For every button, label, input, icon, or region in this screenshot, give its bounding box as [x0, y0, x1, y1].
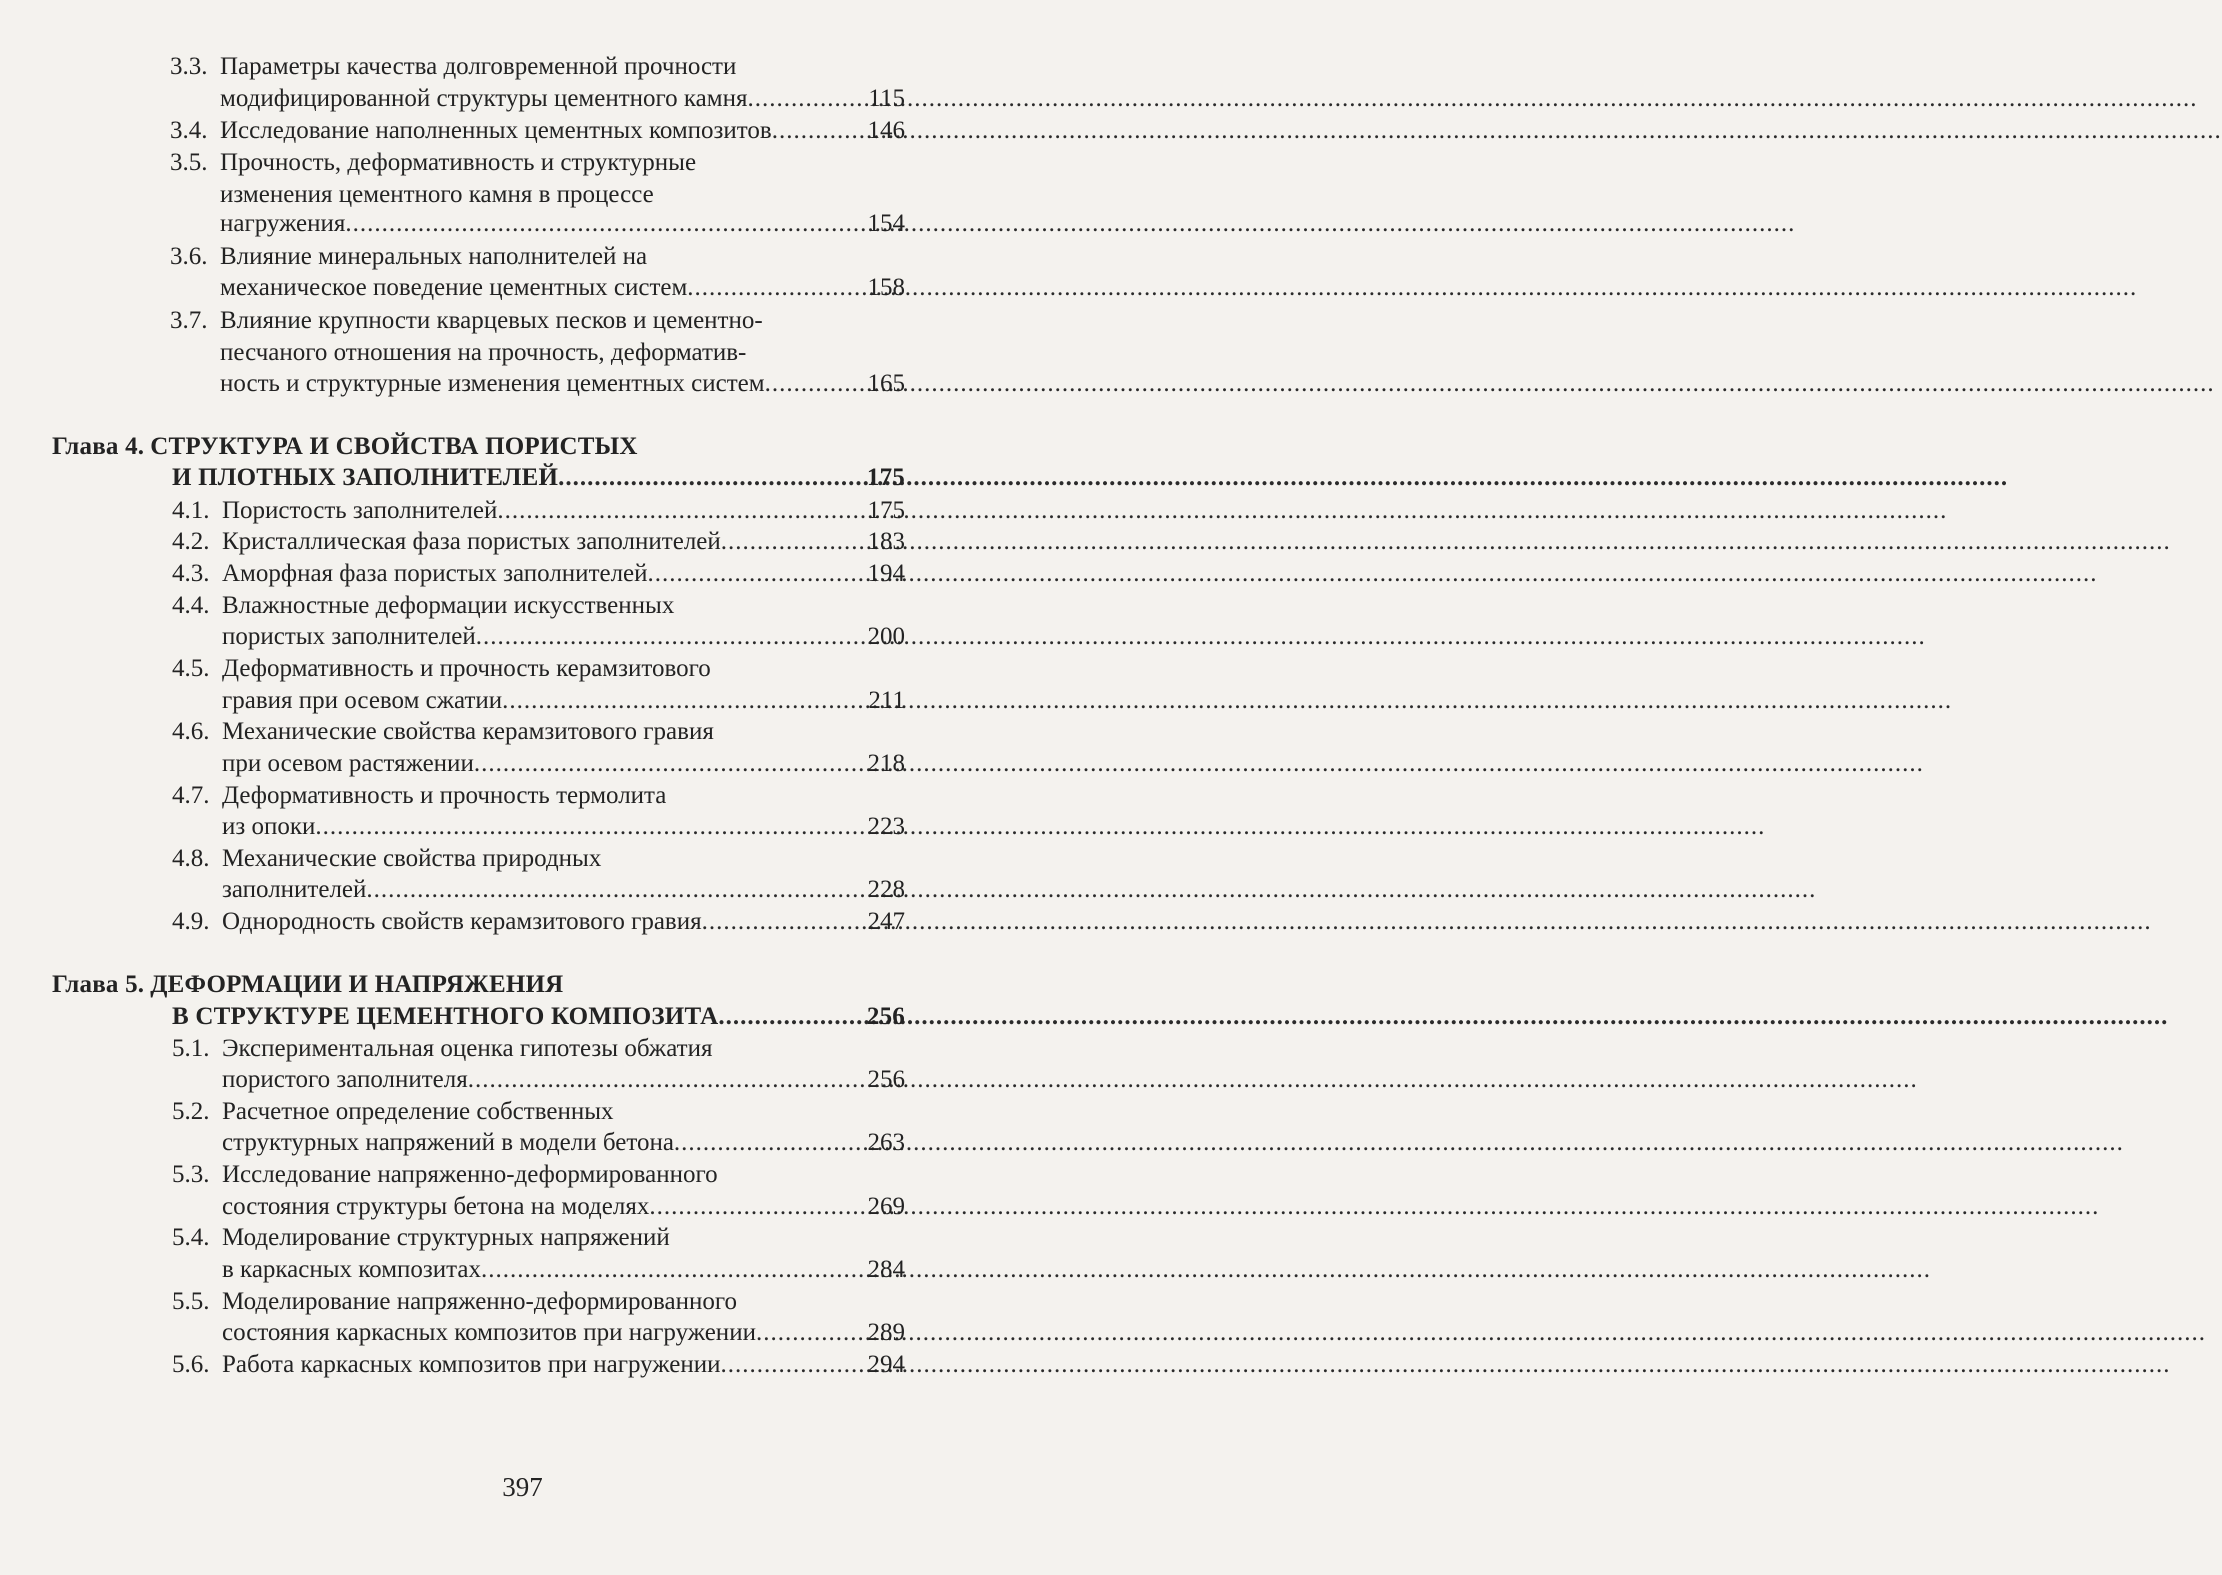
- toc-page-number: 289: [867, 1319, 905, 1346]
- toc-entry-text: Деформативность и прочность керамзитового: [222, 655, 711, 682]
- dot-leader: [756, 1316, 868, 1350]
- toc-page-number: 154: [867, 210, 905, 237]
- toc-entry-line: [222, 1126, 905, 1160]
- toc-entry-number: 5.3.: [172, 1161, 210, 1188]
- toc-entry-text: состояния структуры бетона на моделях: [222, 1193, 650, 1220]
- dot-leader: [502, 684, 868, 718]
- toc-page-number: 247: [867, 908, 905, 935]
- toc-entry-line: [222, 747, 905, 781]
- toc-entry-number: 5.5.: [172, 1288, 210, 1315]
- toc-entry-number: 3.6.: [170, 243, 208, 270]
- dot-leader: [718, 1000, 867, 1034]
- chapter-heading-line: [52, 430, 905, 464]
- chapter-page-number: 175: [866, 464, 905, 491]
- toc-entry-line: [222, 620, 905, 654]
- toc-entry-text: Деформативность и прочность термолита: [222, 782, 667, 809]
- toc-page-number: 223: [867, 813, 905, 840]
- toc-entry-text: Аморфная фаза пористых заполнителей: [222, 560, 648, 587]
- dot-leader: [648, 557, 868, 591]
- toc-entry-line: [172, 1158, 905, 1192]
- dot-leader: [772, 114, 868, 148]
- toc-entry-text: состояния каркасных композитов при нагружении: [222, 1319, 756, 1346]
- toc-entry-line: [222, 1190, 905, 1224]
- toc-entry-line: [172, 1095, 905, 1129]
- toc-entry-line: [222, 1253, 905, 1287]
- toc-entry-line: [172, 652, 905, 686]
- toc-entry-text: Работа каркасных композитов при нагружении: [222, 1351, 721, 1378]
- toc-entry-line: [222, 810, 905, 844]
- toc-entry-number: 4.4.: [172, 592, 210, 619]
- chapter-heading-line: [172, 1000, 905, 1034]
- toc-entry-text: механическое поведение цементных систем: [220, 274, 688, 301]
- toc-page-number: 158: [867, 274, 905, 301]
- toc-entry-number: 4.8.: [172, 845, 210, 872]
- toc-entry-text: Влажностные деформации искусственных: [222, 592, 675, 619]
- dot-leader: [720, 1348, 867, 1382]
- toc-page-number: 194: [867, 560, 905, 587]
- toc-entry-text: Влияние минеральных наполнителей на: [220, 243, 648, 270]
- toc-entry-text: Исследование наполненных цементных композитов: [220, 117, 772, 144]
- toc-entry-text: Параметры качества долговременной прочности: [220, 53, 737, 80]
- toc-page-number: 294: [867, 1351, 905, 1378]
- toc-entry-line: [172, 1348, 905, 1382]
- toc-entry-number: 3.4.: [170, 117, 208, 144]
- toc-entry-text: нагружения: [220, 210, 346, 237]
- toc-entry-number: 5.4.: [172, 1224, 210, 1251]
- toc-page-number: 284: [867, 1256, 905, 1283]
- toc-entry-text: Однородность свойств керамзитового гравия: [222, 908, 702, 935]
- toc-entry-line: [222, 1316, 905, 1350]
- toc-entry-line: [172, 715, 905, 749]
- toc-entry-number: 3.3.: [170, 53, 208, 80]
- toc-entry-text: Исследование напряженно-деформированного: [222, 1161, 718, 1188]
- toc-entry-text: структурных напряжений в модели бетона: [222, 1129, 674, 1156]
- chapter-heading-line: [52, 968, 905, 1002]
- toc-entry-line: [220, 207, 905, 241]
- dot-leader: [366, 873, 867, 907]
- page-number: 397: [502, 1472, 543, 1502]
- toc-entry-line: [172, 494, 905, 528]
- toc-entry-text: модифицированной структуры цементного камня: [220, 85, 748, 112]
- dot-leader: [674, 1126, 868, 1160]
- toc-entry-text: Пористость заполнителей: [222, 497, 498, 524]
- toc-entry-number: 4.1.: [172, 497, 210, 524]
- toc-entry-line: [172, 905, 905, 939]
- toc-entry-line: [222, 1063, 905, 1097]
- toc-entry-text: песчаного отношения на прочность, деформатив-: [220, 339, 747, 366]
- toc-entry-text: Механические свойства природных: [222, 845, 602, 872]
- dot-leader: [558, 461, 867, 495]
- dot-leader: [315, 810, 867, 844]
- dot-leader: [481, 1253, 868, 1287]
- toc-entry-text: Расчетное определение собственных: [222, 1098, 614, 1125]
- toc-entry-number: 4.3.: [172, 560, 210, 587]
- toc-entry-line: [220, 367, 905, 401]
- toc-page-number: 175: [867, 497, 905, 524]
- toc-entry-line: [220, 82, 905, 116]
- dot-leader: [497, 494, 867, 528]
- toc-page-number: 263: [867, 1129, 905, 1156]
- toc-entry-text: Моделирование напряженно-деформированного: [222, 1288, 737, 1315]
- toc-entry-text: при осевом растяжении: [222, 750, 474, 777]
- toc-entry-text: из опоки: [222, 813, 316, 840]
- toc-entry-text: Механические свойства керамзитового гравия: [222, 718, 714, 745]
- dot-leader: [345, 207, 867, 241]
- toc-entry-number: 4.7.: [172, 782, 210, 809]
- toc-page-number: 146: [867, 117, 905, 144]
- toc-entry-line: [222, 684, 905, 718]
- toc-entry-text: гравия при осевом сжатии: [222, 687, 503, 714]
- toc-entry-number: 4.6.: [172, 718, 210, 745]
- toc-entry-number: 3.5.: [170, 149, 208, 176]
- toc-entry-line: [170, 50, 905, 84]
- chapter-heading-line: [172, 461, 905, 495]
- toc-entry-line: [220, 336, 905, 370]
- dot-leader: [474, 747, 868, 781]
- toc-page-number: 211: [868, 687, 905, 714]
- toc-entry-number: 5.1.: [172, 1035, 210, 1062]
- chapter-label: Глава 5.: [52, 971, 145, 998]
- dot-leader: [687, 271, 867, 305]
- toc-entry-text: Моделирование структурных напряжений: [222, 1224, 670, 1251]
- chapter-title: ДЕФОРМАЦИИ И НАПРЯЖЕНИЯ: [150, 971, 564, 998]
- toc-entry-number: 3.7.: [170, 307, 208, 334]
- toc-entry-line: [172, 1221, 905, 1255]
- toc-page-number: 115: [868, 85, 905, 112]
- toc-entry-line: [222, 873, 905, 907]
- dot-leader: [468, 1063, 868, 1097]
- toc-entry-line: [172, 557, 905, 591]
- toc-entry-number: 5.6.: [172, 1351, 210, 1378]
- toc-entry-line: [172, 1032, 905, 1066]
- toc-page-number: 218: [867, 750, 905, 777]
- toc-entry-text: Экспериментальная оценка гипотезы обжатия: [222, 1035, 713, 1062]
- chapter-label: Глава 4.: [52, 433, 145, 460]
- toc-entry-text: Кристаллическая фаза пористых заполнителей: [222, 528, 721, 555]
- toc-page-number: 200: [867, 623, 905, 650]
- chapter-title: В СТРУКТУРЕ ЦЕМЕНТНОГО КОМПОЗИТА: [172, 1003, 719, 1030]
- toc-entry-line: [172, 525, 905, 559]
- toc-entry-text: заполнителей: [222, 876, 367, 903]
- chapter-title: И ПЛОТНЫХ ЗАПОЛНИТЕЛЕЙ: [172, 464, 559, 491]
- dot-leader: [702, 905, 868, 939]
- toc-entry-number: 4.2.: [172, 528, 210, 555]
- toc-page-number: 165: [867, 370, 905, 397]
- toc-entry-line: [170, 304, 905, 338]
- chapter-page-number: 256: [866, 1003, 905, 1030]
- toc-entry-text: изменения цементного камня в процессе: [220, 181, 654, 208]
- toc-entry-line: [220, 271, 905, 305]
- toc-page-number: 183: [867, 528, 905, 555]
- dot-leader: [649, 1190, 867, 1224]
- toc-entry-text: пористого заполнителя: [222, 1066, 468, 1093]
- toc-entry-number: 5.2.: [172, 1098, 210, 1125]
- toc-entry-text: Влияние крупности кварцевых песков и цементно-: [220, 307, 763, 334]
- toc-entry-line: [172, 779, 905, 813]
- toc-entry-line: [170, 114, 905, 148]
- dot-leader: [765, 367, 868, 401]
- toc-entry-line: [170, 240, 905, 274]
- dot-leader: [476, 620, 868, 654]
- dot-leader: [747, 82, 868, 116]
- chapter-title: СТРУКТУРА И СВОЙСТВА ПОРИСТЫХ: [150, 433, 638, 460]
- toc-entry-text: в каркасных композитах: [222, 1256, 481, 1283]
- toc-entry-number: 4.9.: [172, 908, 210, 935]
- toc-entry-text: пористых заполнителей: [222, 623, 476, 650]
- toc-page-number: 228: [867, 876, 905, 903]
- toc-entry-line: [172, 842, 905, 876]
- toc-entry-line: [170, 146, 905, 180]
- toc-entry-line: [172, 589, 905, 623]
- toc-entry-text: Прочность, деформативность и структурные: [220, 149, 697, 176]
- toc-page-number: 256: [867, 1066, 905, 1093]
- toc-entry-number: 4.5.: [172, 655, 210, 682]
- dot-leader: [721, 525, 868, 559]
- toc-entry-line: [172, 1285, 905, 1319]
- toc-entry-text: ность и структурные изменения цементных систем: [220, 370, 765, 397]
- toc-page-number: 269: [867, 1193, 905, 1220]
- book-page: [0, 0, 1045, 1575]
